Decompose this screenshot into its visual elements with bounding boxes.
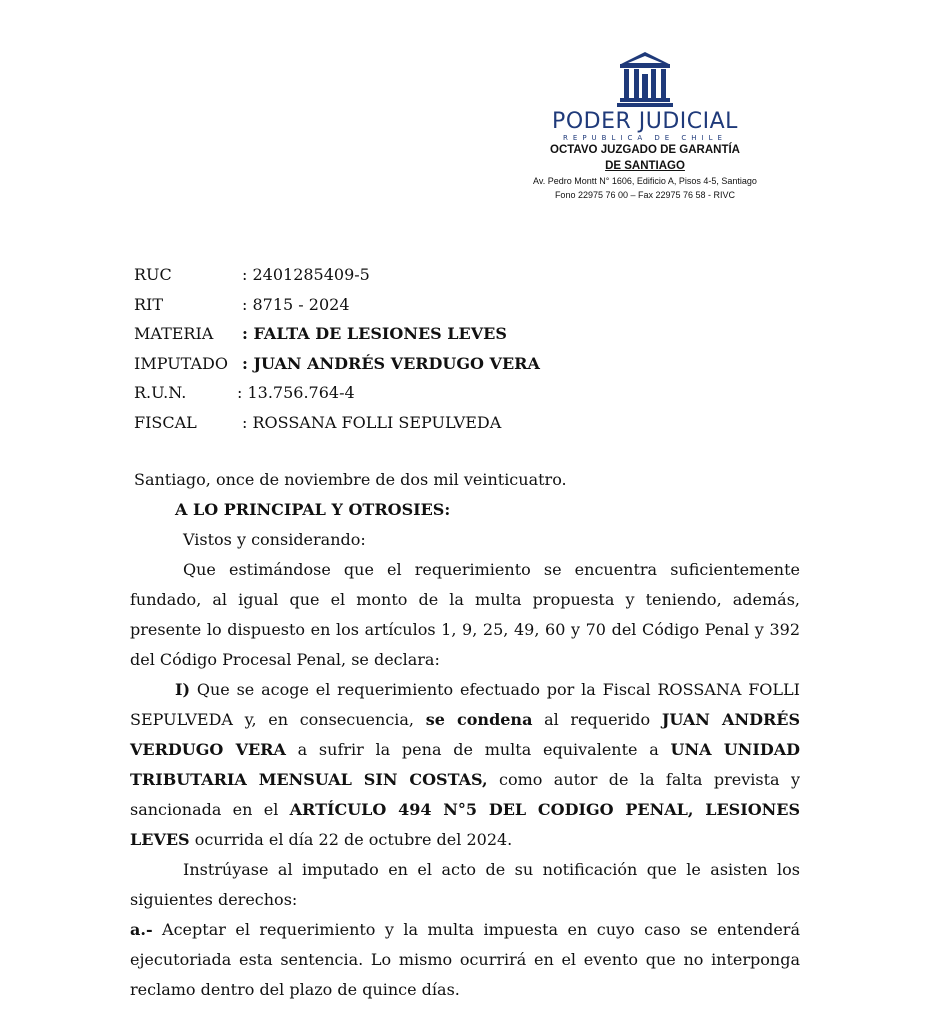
ruling-text: ocurrida el día 22 de octubre del 2024. [189,830,513,849]
right-text: Aceptar el requerimiento y la multa impuesta en cuyo caso se entenderá ejecutoriada esta sentencia. Lo mismo ocurrirá en el evento que no interponga reclamo dentro del plazo de quince días. [130,920,800,999]
legal-article: ARTÍCULO 494 N°5 DEL CODIGO PENAL, LESIONES LEVES [130,800,800,849]
ruling-bold: se condena [425,710,533,729]
resolution-body [130,465,800,1005]
date-line: Santiago, once de noviembre de dos mil veinticuatro. [134,470,567,489]
meta-value: : ROSSANA FOLLI SEPULVEDA [242,412,502,432]
meta-row-ruc [134,260,540,290]
ruling-text: como autor de la falta prevista y sancionada en el [130,770,801,819]
meta-label: IMPUTADO [134,353,228,373]
meta-row-imputado [134,349,540,379]
paragraph-right-a [130,915,800,1005]
penalty-amount: UNA UNIDAD TRIBUTARIA MENSUAL SIN COSTAS, [130,740,800,789]
meta-label: R.U.N. [134,383,187,402]
section-heading: A LO PRINCIPAL Y OTROSIES: [175,500,451,519]
meta-value: : 2401285409-5 [242,265,370,284]
meta-value: : 8715 - 2024 [242,294,350,314]
paragraph-considerations: Que estimándose que el requerimiento se encuentra suficientemente fundado, al igual que el monto de la multa propuesta y teniendo, además, presente lo dispuesto en los artículos 1, 9, 25, 49, 60 y 70 del Código Penal y 392 del Código Procesal Penal, se declara: [130,560,800,669]
case-metadata [134,260,540,437]
paragraph-ruling [130,675,800,855]
meta-label: RIT [134,294,164,314]
courthouse-icon [617,50,673,108]
meta-label: MATERIA [134,324,214,343]
paragraph-rights: Instrúyase al imputado en el acto de su notificación que le asisten los siguientes derechos: [130,860,800,909]
court-city: DE SANTIAGO [605,160,685,172]
ruling-text: al requerido [532,710,662,729]
defendant-name: JUAN ANDRÉS VERDUGO VERA [130,710,801,759]
meta-row-rit [134,290,540,320]
court-name: OCTAVO JUZGADO DE GARANTÍA [550,144,740,156]
ruling-text: a sufrir la pena de multa equivalente a [285,740,671,759]
meta-row-fiscal [134,408,540,438]
vistos-line: Vistos y considerando: [183,530,366,549]
meta-row-run [134,378,540,408]
meta-label: RUC [134,265,172,284]
institution-name: PODER JUDICIAL [552,109,738,134]
court-phone: Fono 22975 76 00 – Fax 22975 76 58 - RIVC [554,190,736,200]
court-address: Av. Pedro Montt N° 1606, Edificio A, Pisos 4-5, Santiago [533,176,757,186]
meta-value: : FALTA DE LESIONES LEVES [242,324,507,343]
letterhead [500,50,790,202]
meta-value: : 13.756.764-4 [237,383,355,402]
right-number: a.- [130,920,153,939]
country-name: REPUBLICA DE CHILE [563,134,727,142]
ruling-number: I) [175,680,191,699]
meta-value: : JUAN ANDRÉS VERDUGO VERA [242,353,540,373]
ruling-text: Que se acoge el requerimiento efectuado por la Fiscal ROSSANA FOLLI SEPULVEDA y, en consecuencia, [130,680,800,729]
meta-label: FISCAL [134,412,197,432]
meta-row-materia [134,319,540,349]
